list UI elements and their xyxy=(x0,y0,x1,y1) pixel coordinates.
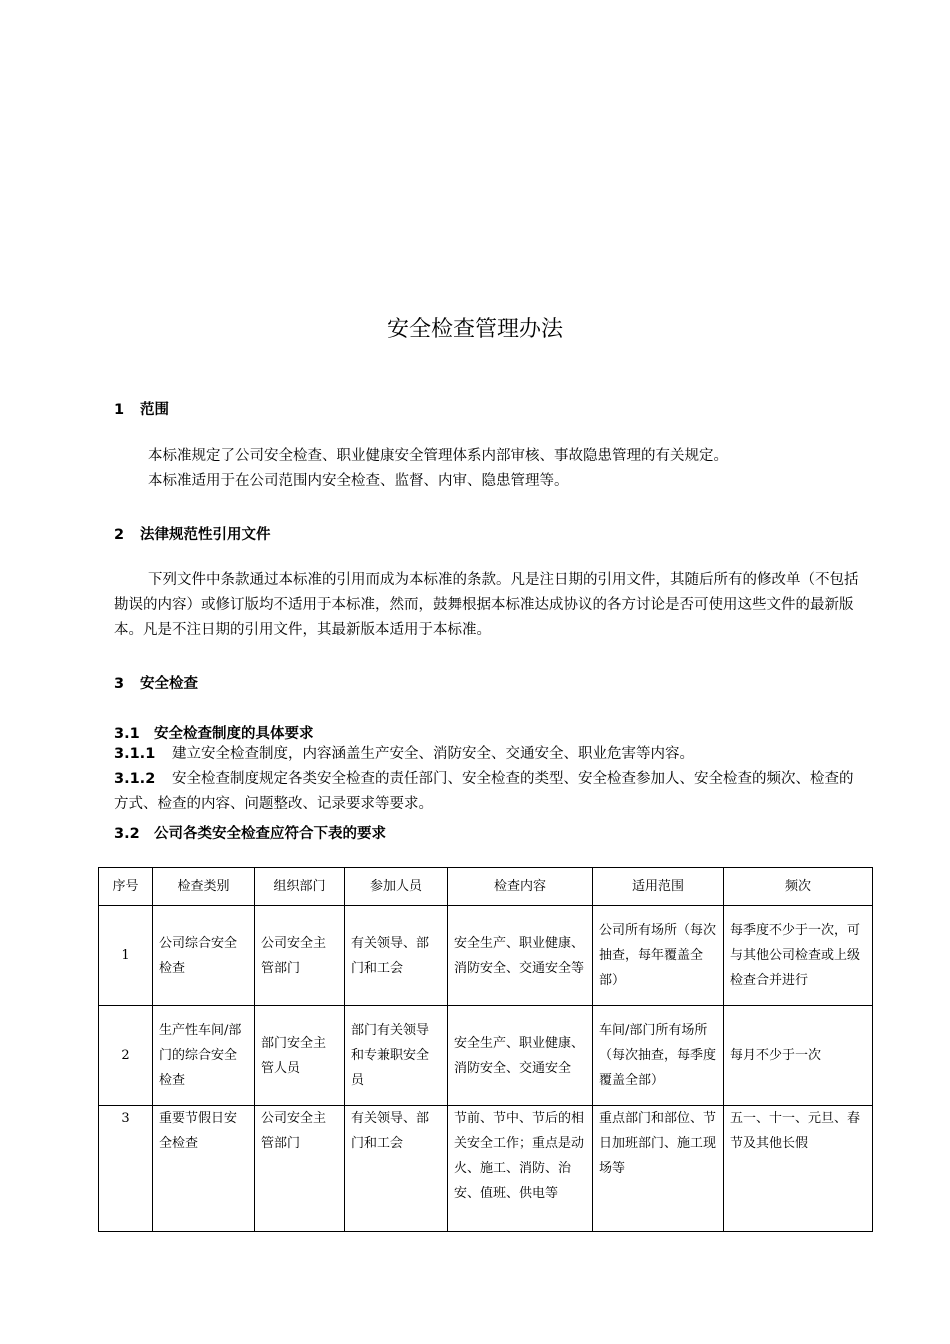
table-cell: 3 xyxy=(99,1106,153,1232)
table-cell: 重要节假日安全检查 xyxy=(153,1106,255,1232)
section-number: 3.1 xyxy=(114,726,140,742)
table-cell: 每月不少于一次 xyxy=(724,1006,873,1106)
table-cell: 重点部门和部位、节日加班部门、施工现场等 xyxy=(593,1106,724,1232)
table-cell: 有关领导、部门和工会 xyxy=(345,906,448,1006)
table-cell: 部门安全主管人员 xyxy=(255,1006,345,1106)
column-header: 检查类别 xyxy=(153,868,255,906)
table-cell: 公司所有场所（每次抽查，每年覆盖全部） xyxy=(593,906,724,1006)
table-cell: 五一、十一、元旦、春节及其他长假 xyxy=(724,1106,873,1232)
section-title: 公司各类安全检查应符合下表的要求 xyxy=(154,826,386,842)
table-row xyxy=(99,906,873,1006)
table-row xyxy=(99,1006,873,1106)
section-3-heading xyxy=(114,672,198,693)
clause-3-1-2 xyxy=(114,767,862,817)
column-header: 序号 xyxy=(99,868,153,906)
table-cell: 1 xyxy=(99,906,153,1006)
column-header: 适用范围 xyxy=(593,868,724,906)
table-cell: 节前、节中、节后的相关安全工作；重点是动火、施工、消防、治安、值班、供电等 xyxy=(448,1106,593,1232)
table-cell: 2 xyxy=(99,1006,153,1106)
clause-3-1-1 xyxy=(114,742,862,767)
section-number: 3 xyxy=(114,676,125,692)
section-title: 安全检查 xyxy=(140,676,198,692)
table-cell: 车间/部门所有场所（每次抽查，每季度覆盖全部） xyxy=(593,1006,724,1106)
table-cell: 安全生产、职业健康、消防安全、交通安全等 xyxy=(448,906,593,1006)
column-header: 检查内容 xyxy=(448,868,593,906)
table-cell: 公司安全主管部门 xyxy=(255,906,345,1006)
table-cell: 公司安全主管部门 xyxy=(255,1106,345,1232)
table-cell: 安全生产、职业健康、消防安全、交通安全 xyxy=(448,1006,593,1106)
section-title: 范围 xyxy=(140,402,169,418)
section-number: 1 xyxy=(114,402,125,418)
clause-number: 3.1.1 xyxy=(114,746,156,762)
table-cell: 生产性车间/部门的综合安全检查 xyxy=(153,1006,255,1106)
section-2-heading xyxy=(114,523,271,544)
clause-text: 建立安全检查制度，内容涵盖生产安全、消防安全、交通安全、职业危害等内容。 xyxy=(172,746,694,762)
inspection-requirements-table xyxy=(98,867,873,1232)
column-header: 频次 xyxy=(724,868,873,906)
section-1-heading xyxy=(114,398,169,419)
table-cell: 公司综合安全检查 xyxy=(153,906,255,1006)
clause-number: 3.1.2 xyxy=(114,771,156,787)
section-3-1-heading xyxy=(114,722,314,743)
paragraph: 本标准适用于在公司范围内安全检查、监督、内审、隐患管理等。 xyxy=(148,473,569,489)
paragraph: 下列文件中条款通过本标准的引用而成为本标准的条款。凡是注日期的引用文件，其随后所有的修改单（不包括勘误的内容）或修订版均不适用于本标准，然而，鼓舞根据本标准达成协议的各方讨论是否可使用这些文件的最新版本。凡是不注日期的引用文件，其最新版本适用于本标准。 xyxy=(114,572,859,638)
section-3-2-heading xyxy=(114,822,386,843)
section-title: 安全检查制度的具体要求 xyxy=(154,726,314,742)
column-header: 组织部门 xyxy=(255,868,345,906)
section-title: 法律规范性引用文件 xyxy=(140,527,271,543)
clause-text: 安全检查制度规定各类安全检查的责任部门、安全检查的类型、安全检查参加人、安全检查的频次、检查的方式、检查的内容、问题整改、记录要求等要求。 xyxy=(114,771,854,812)
table-cell: 部门有关领导和专兼职安全员 xyxy=(345,1006,448,1106)
section-number: 3.2 xyxy=(114,826,140,842)
table-cell: 每季度不少于一次，可与其他公司检查或上级检查合并进行 xyxy=(724,906,873,1006)
table-header-row xyxy=(99,868,873,906)
table-row xyxy=(99,1106,873,1232)
table-cell: 有关领导、部门和工会 xyxy=(345,1106,448,1232)
document-title: 安全检查管理办法 xyxy=(386,317,563,342)
paragraph: 本标准规定了公司安全检查、职业健康安全管理体系内部审核、事故隐患管理的有关规定。 xyxy=(148,448,728,464)
section-number: 2 xyxy=(114,527,125,543)
column-header: 参加人员 xyxy=(345,868,448,906)
